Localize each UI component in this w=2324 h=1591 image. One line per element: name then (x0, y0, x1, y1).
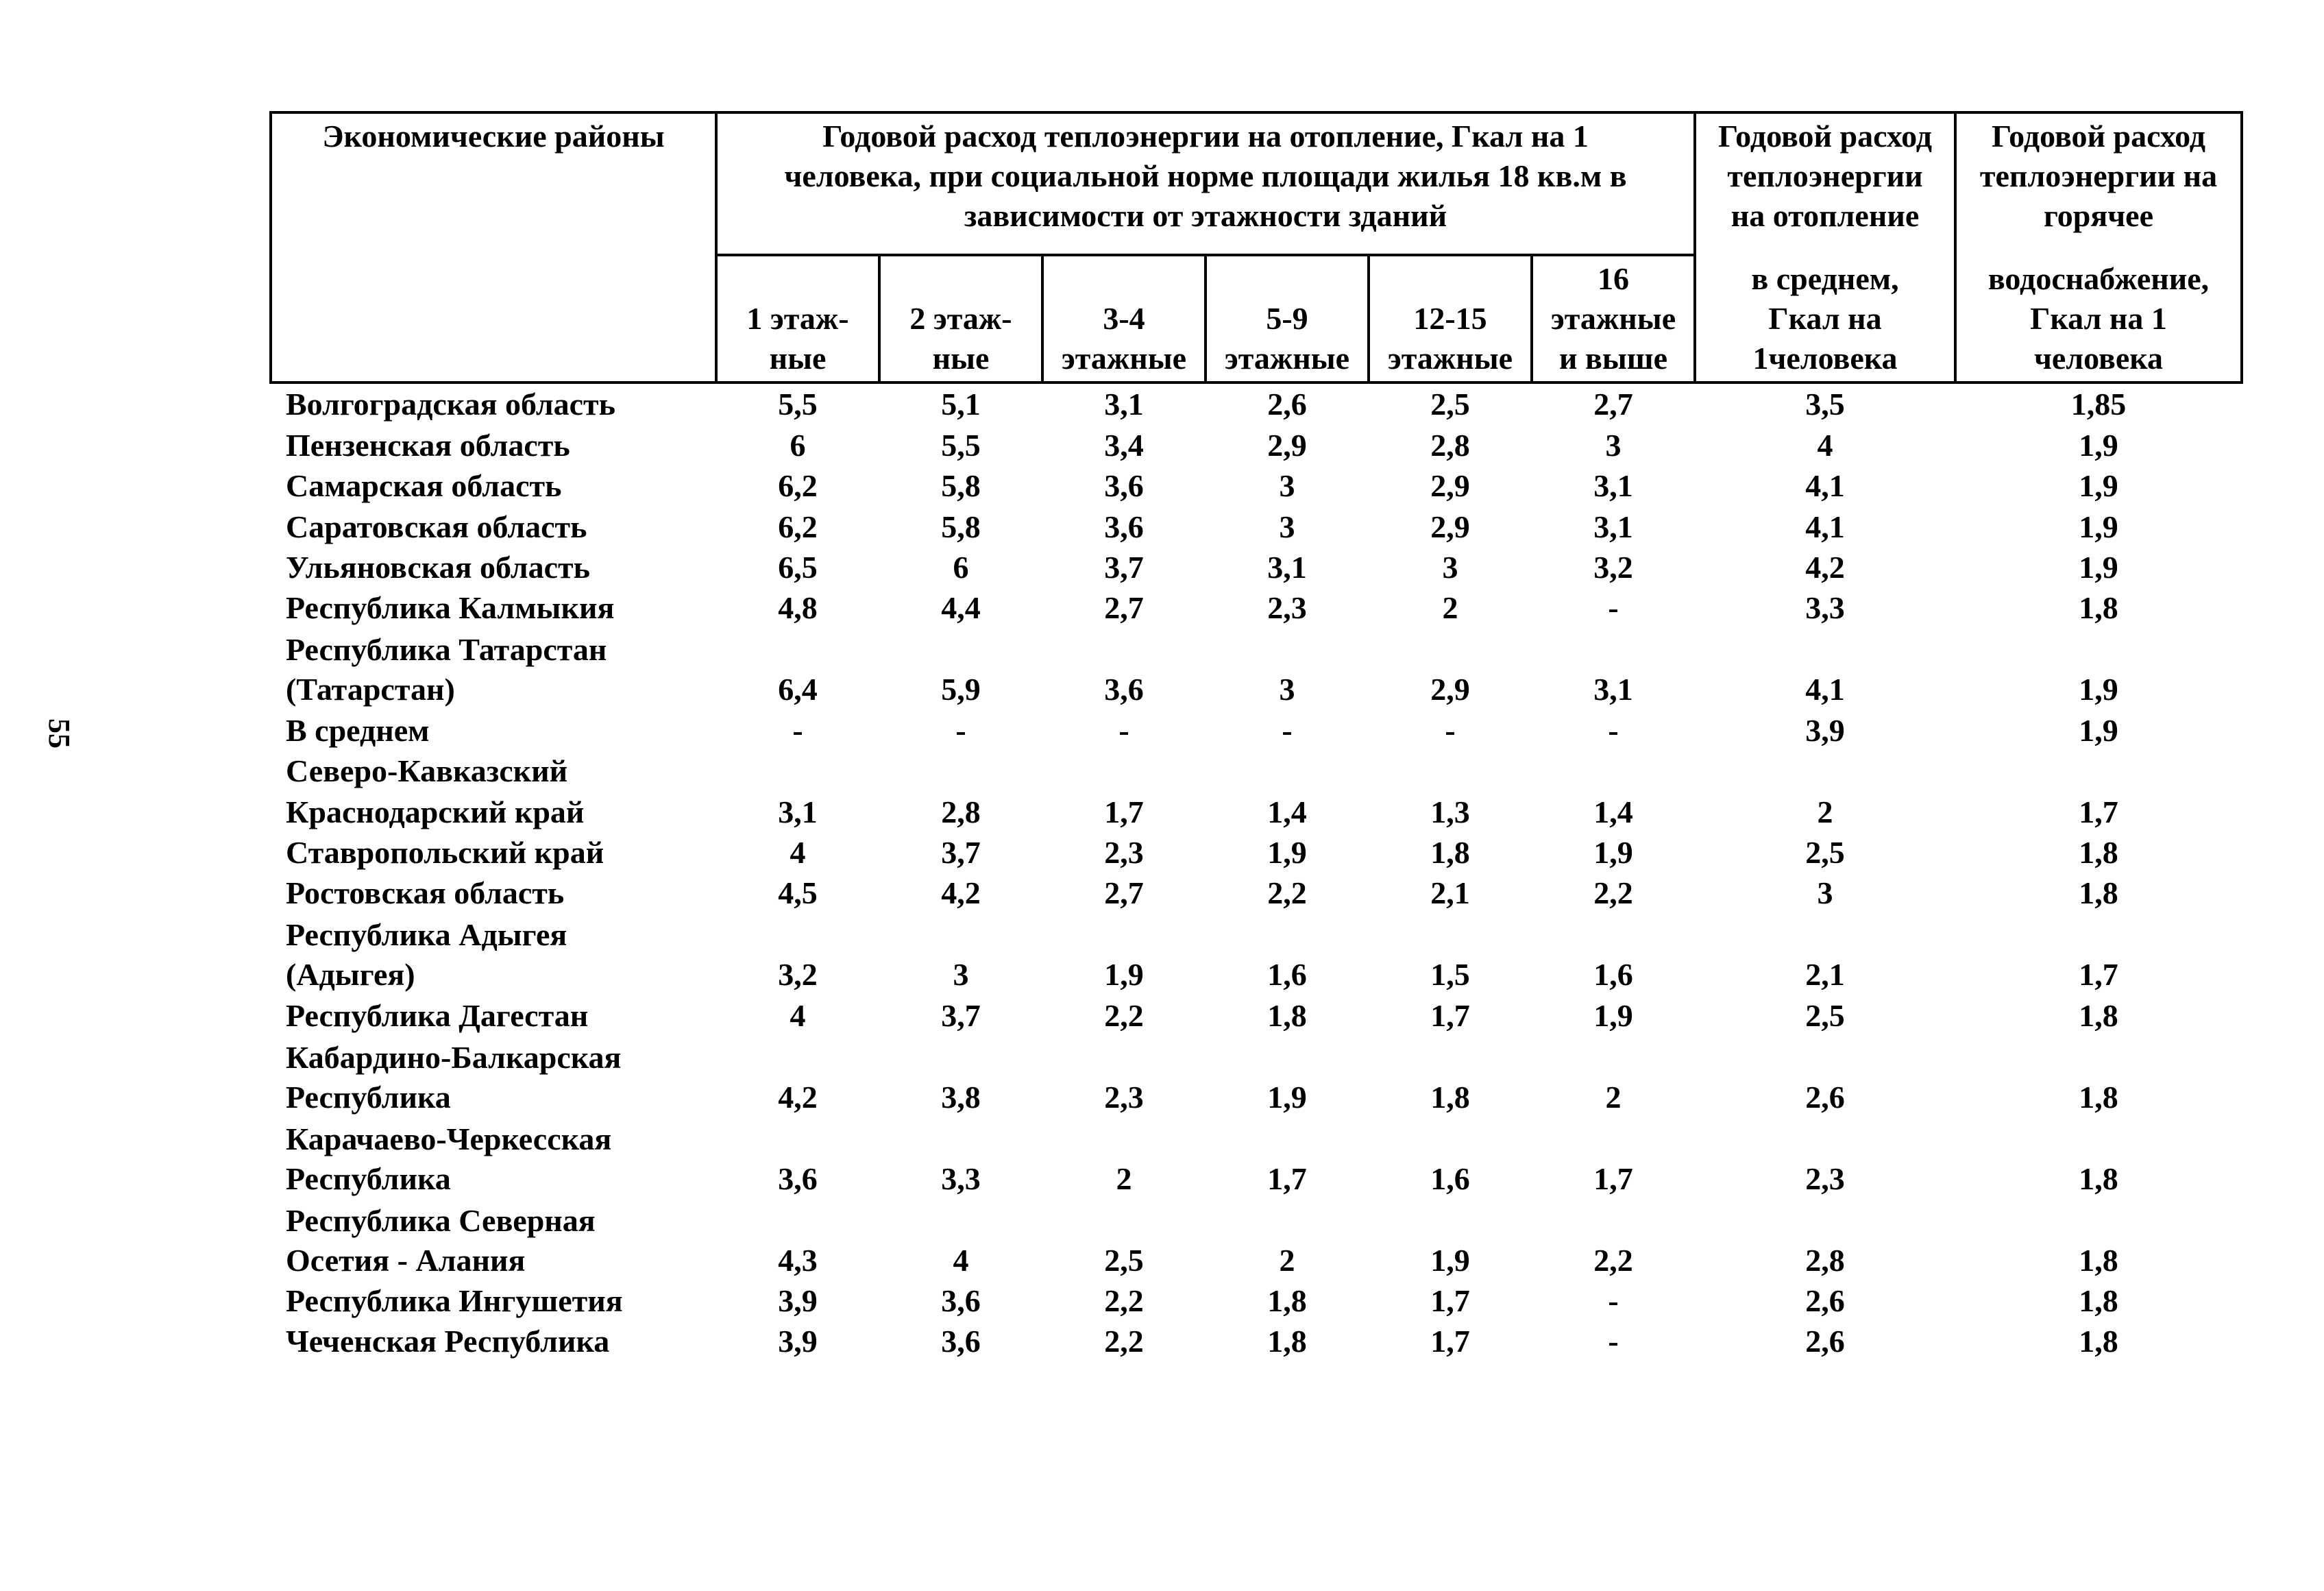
value-cell: 1,8 (2079, 875, 2118, 911)
value-cell: - (792, 712, 803, 748)
header-floor-3-4: 3-4 этажные (1042, 255, 1206, 382)
value-cell: 4,4 (941, 590, 981, 626)
value-cell: 1,6 (1267, 957, 1307, 993)
value-cell: 1,9 (1593, 834, 1633, 870)
value-cell: 2,1 (1430, 875, 1470, 911)
value-cell (1369, 751, 1532, 791)
table-row (271, 1199, 2242, 1280)
value-cell: 3 (953, 957, 969, 993)
value-cell: 3 (1817, 875, 1833, 911)
value-cell: 1,9 (2079, 549, 2118, 585)
value-cell: 1,8 (1267, 1324, 1307, 1359)
value-cell: 1,7 (1104, 794, 1144, 829)
value-cell: 1,4 (1593, 794, 1633, 829)
value-cell: 1,7 (1430, 997, 1470, 1033)
table-row (271, 709, 2242, 750)
value-cell: 2,6 (1805, 1283, 1845, 1319)
table-row (271, 587, 2242, 628)
value-cell: 4,1 (1805, 672, 1845, 707)
value-cell: 1,8 (1267, 997, 1307, 1033)
value-cell: 5,9 (941, 672, 981, 707)
value-cell: 4 (1817, 427, 1833, 463)
region-name: Карачаево-Черкесская Республика (286, 1121, 612, 1196)
value-cell: 1,8 (1430, 834, 1470, 870)
value-cell: 5,8 (941, 509, 981, 544)
value-cell: 2,3 (1104, 834, 1144, 870)
value-cell: 2 (1279, 1242, 1295, 1278)
header-floor-5-9: 5-9 этажные (1206, 255, 1369, 382)
value-cell: 6 (953, 549, 969, 585)
value-cell: 2,3 (1267, 590, 1307, 626)
value-cell: 2,5 (1104, 1242, 1144, 1278)
value-cell: 1,9 (1267, 1079, 1307, 1115)
value-cell: 2,6 (1805, 1079, 1845, 1115)
value-cell: 3 (1442, 549, 1458, 585)
value-cell: 2 (1605, 1079, 1622, 1115)
value-cell: 1,7 (1267, 1161, 1307, 1196)
value-cell: 1,9 (1267, 834, 1307, 870)
header-avg-heating-bottom: в среднем, Гкал на 1человека (1695, 255, 1955, 382)
value-cell: 2,6 (1805, 1324, 1845, 1359)
value-cell: 3,1 (1593, 509, 1633, 544)
value-cell: 2 (1442, 590, 1458, 626)
value-cell: 4,3 (778, 1242, 818, 1278)
region-name: Республика Северная Осетия - Алания (286, 1202, 596, 1278)
region-name: Краснодарский край (286, 794, 585, 829)
value-cell: 2,7 (1104, 590, 1144, 626)
region-name: Пензенская область (286, 427, 570, 463)
value-cell: 2,2 (1104, 1324, 1144, 1359)
value-cell: 1,9 (2079, 712, 2118, 748)
value-cell: 2,9 (1430, 672, 1470, 707)
value-cell: 4 (790, 834, 806, 870)
value-cell: 3,6 (778, 1161, 818, 1196)
table-row (271, 465, 2242, 506)
value-cell: 1,4 (1267, 794, 1307, 829)
header-floor-1: 1 этаж- ные (716, 255, 879, 382)
region-name: Северо-Кавказский (286, 753, 568, 789)
value-cell: 1,9 (2079, 509, 2118, 544)
value-cell: 1,7 (2079, 957, 2118, 993)
value-cell: 4,5 (778, 875, 818, 911)
value-cell: 1,5 (1430, 957, 1470, 993)
value-cell: 2,7 (1104, 875, 1144, 911)
region-name: Ставропольский край (286, 834, 604, 870)
value-cell: 3,2 (1593, 549, 1633, 585)
value-cell: 4 (790, 997, 806, 1033)
region-name: Республика Ингушетия (286, 1283, 623, 1319)
value-cell: 1,8 (2079, 1324, 2118, 1359)
value-cell: 2,2 (1267, 875, 1307, 911)
value-cell: 3,1 (778, 794, 818, 829)
table-row (271, 832, 2242, 873)
header-floor-12-15: 12-15 этажные (1369, 255, 1532, 382)
value-cell: 1,8 (2079, 1283, 2118, 1319)
value-cell: 6,2 (778, 509, 818, 544)
value-cell: 3 (1279, 509, 1295, 544)
value-cell: 3,3 (1805, 590, 1845, 626)
value-cell: 3,1 (1104, 387, 1144, 422)
value-cell (1695, 751, 1955, 791)
value-cell: 2,2 (1104, 1283, 1144, 1319)
value-cell: 4,2 (1805, 549, 1845, 585)
heat-consumption-table (269, 111, 2243, 1361)
header-floor-16-plus: 16 этажные и выше (1532, 255, 1695, 382)
value-cell: 6,2 (778, 468, 818, 504)
value-cell: 1,3 (1430, 794, 1470, 829)
region-name: Саратовская область (286, 509, 587, 544)
table-row (271, 751, 2242, 791)
value-cell: 1,7 (1430, 1324, 1470, 1359)
region-name: Республика Татарстан (Татарстан) (286, 632, 607, 707)
value-cell: - (1118, 712, 1129, 748)
table-row (271, 506, 2242, 546)
value-cell: 3,9 (778, 1324, 818, 1359)
region-name: Кабардино-Балкарская Республика (286, 1039, 622, 1115)
value-cell: 2,1 (1805, 957, 1845, 993)
table-row (271, 791, 2242, 831)
value-cell: 3 (1605, 427, 1622, 463)
value-cell: 1,8 (2079, 1161, 2118, 1196)
value-cell: 3,6 (1104, 672, 1144, 707)
value-cell: 2,6 (1267, 387, 1307, 422)
value-cell: 4,2 (778, 1079, 818, 1115)
value-cell: 2,2 (1593, 1242, 1633, 1278)
table-row (271, 995, 2242, 1035)
value-cell: 2,5 (1430, 387, 1470, 422)
value-cell: 4,1 (1805, 509, 1845, 544)
value-cell: 3,1 (1267, 549, 1307, 585)
region-name: Волгоградская область (286, 387, 615, 422)
value-cell: 3,6 (941, 1324, 981, 1359)
value-cell: 6,4 (778, 672, 818, 707)
value-cell: 2 (1116, 1161, 1132, 1196)
value-cell: 1,85 (2070, 387, 2127, 422)
value-cell: 5,5 (778, 387, 818, 422)
value-cell: 3,6 (1104, 468, 1144, 504)
value-cell: - (1608, 712, 1619, 748)
value-cell: 1,8 (1267, 1283, 1307, 1319)
region-name: Республика Дагестан (286, 997, 589, 1033)
value-cell: 3 (1279, 672, 1295, 707)
table-row (271, 628, 2242, 709)
value-cell: 2,9 (1430, 468, 1470, 504)
value-cell: 1,6 (1430, 1161, 1470, 1196)
value-cell: 2,2 (1104, 997, 1144, 1033)
value-cell (716, 751, 879, 791)
value-cell: 1,7 (1430, 1283, 1470, 1319)
value-cell: 3,5 (1805, 387, 1845, 422)
table-row (271, 424, 2242, 465)
value-cell: 6 (790, 427, 806, 463)
value-cell: - (1608, 1283, 1619, 1319)
table-row (271, 1280, 2242, 1321)
value-cell: 3,2 (778, 957, 818, 993)
value-cell: 3,1 (1593, 468, 1633, 504)
value-cell: 2 (1817, 794, 1833, 829)
value-cell (1206, 751, 1369, 791)
value-cell: 1,9 (2079, 468, 2118, 504)
header-hot-water-bottom: водоснабжение, Гкал на 1 человека (1955, 255, 2242, 382)
value-cell: 2,5 (1805, 834, 1845, 870)
region-name: Ульяновская область (286, 549, 590, 585)
value-cell (1955, 751, 2242, 791)
value-cell: 2,8 (1805, 1242, 1845, 1278)
value-cell: 4,2 (941, 875, 981, 911)
header-heating-group: Годовой расход теплоэнергии на отопление, Гкал на 1 человека, при социальной норме площади жилья 18 кв.м в зависимости от этажности зданий (716, 112, 1695, 255)
value-cell: 3,3 (941, 1161, 981, 1196)
value-cell: 3,6 (941, 1283, 981, 1319)
value-cell: 1,9 (2079, 672, 2118, 707)
value-cell: 1,6 (1593, 957, 1633, 993)
value-cell: 3,7 (1104, 549, 1144, 585)
value-cell: 5,8 (941, 468, 981, 504)
value-cell: - (1608, 1324, 1619, 1359)
value-cell: - (1282, 712, 1293, 748)
page-number: 55 (42, 718, 76, 749)
region-name: Ростовская область (286, 875, 565, 911)
value-cell: 2,9 (1430, 509, 1470, 544)
value-cell: 1,9 (1104, 957, 1144, 993)
value-cell: 1,8 (1430, 1079, 1470, 1115)
value-cell: 4,1 (1805, 468, 1845, 504)
table-row (271, 873, 2242, 913)
value-cell: 3,6 (1104, 509, 1144, 544)
value-cell: 3,7 (941, 997, 981, 1033)
value-cell: 3,4 (1104, 427, 1144, 463)
value-cell: 2,9 (1267, 427, 1307, 463)
value-cell: - (955, 712, 966, 748)
value-cell: 6,5 (778, 549, 818, 585)
value-cell: 5,1 (941, 387, 981, 422)
region-name: Республика Калмыкия (286, 590, 615, 626)
value-cell: 3 (1279, 468, 1295, 504)
value-cell: 1,7 (2079, 794, 2118, 829)
value-cell: 2,8 (941, 794, 981, 829)
value-cell: 1,9 (1593, 997, 1633, 1033)
value-cell: 2,8 (1430, 427, 1470, 463)
value-cell: 3,1 (1593, 672, 1633, 707)
header-hot-water-top: Годовой расход теплоэнергии на горячее (1955, 112, 2242, 255)
table-row (271, 382, 2242, 424)
table-row (271, 1036, 2242, 1117)
value-cell: 1,7 (1593, 1161, 1633, 1196)
table-row (271, 1321, 2242, 1361)
value-cell: 3,9 (1805, 712, 1845, 748)
value-cell: 3,8 (941, 1079, 981, 1115)
value-cell: 2,7 (1593, 387, 1633, 422)
value-cell: 2,2 (1593, 875, 1633, 911)
table-row (271, 547, 2242, 587)
value-cell: 1,8 (2079, 1079, 2118, 1115)
value-cell: 2,3 (1805, 1161, 1845, 1196)
value-cell: 1,8 (2079, 997, 2118, 1033)
value-cell: 1,8 (2079, 1242, 2118, 1278)
value-cell: 1,9 (1430, 1242, 1470, 1278)
value-cell: 5,5 (941, 427, 981, 463)
value-cell (879, 751, 1042, 791)
region-name: Самарская область (286, 468, 562, 504)
table-row (271, 1117, 2242, 1199)
header-region: Экономические районы (271, 112, 716, 382)
header-avg-heating-top: Годовой расход теплоэнергии на отопление (1695, 112, 1955, 255)
value-cell: - (1445, 712, 1456, 748)
value-cell (1042, 751, 1206, 791)
value-cell: 1,8 (2079, 834, 2118, 870)
table-row (271, 913, 2242, 995)
value-cell (1532, 751, 1695, 791)
region-name: Чеченская Республика (286, 1324, 610, 1359)
header-floor-2: 2 этаж- ные (879, 255, 1042, 382)
value-cell: 1,8 (2079, 590, 2118, 626)
value-cell: 1,9 (2079, 427, 2118, 463)
value-cell: - (1608, 590, 1619, 626)
value-cell: 4,8 (778, 590, 818, 626)
value-cell: 4 (953, 1242, 969, 1278)
value-cell: 3,7 (941, 834, 981, 870)
region-name: В среднем (286, 712, 430, 748)
table-body (271, 382, 2242, 1361)
value-cell: 2,3 (1104, 1079, 1144, 1115)
value-cell: 3,9 (778, 1283, 818, 1319)
region-name: Республика Адыгея (Адыгея) (286, 917, 567, 993)
value-cell: 2,5 (1805, 997, 1845, 1033)
